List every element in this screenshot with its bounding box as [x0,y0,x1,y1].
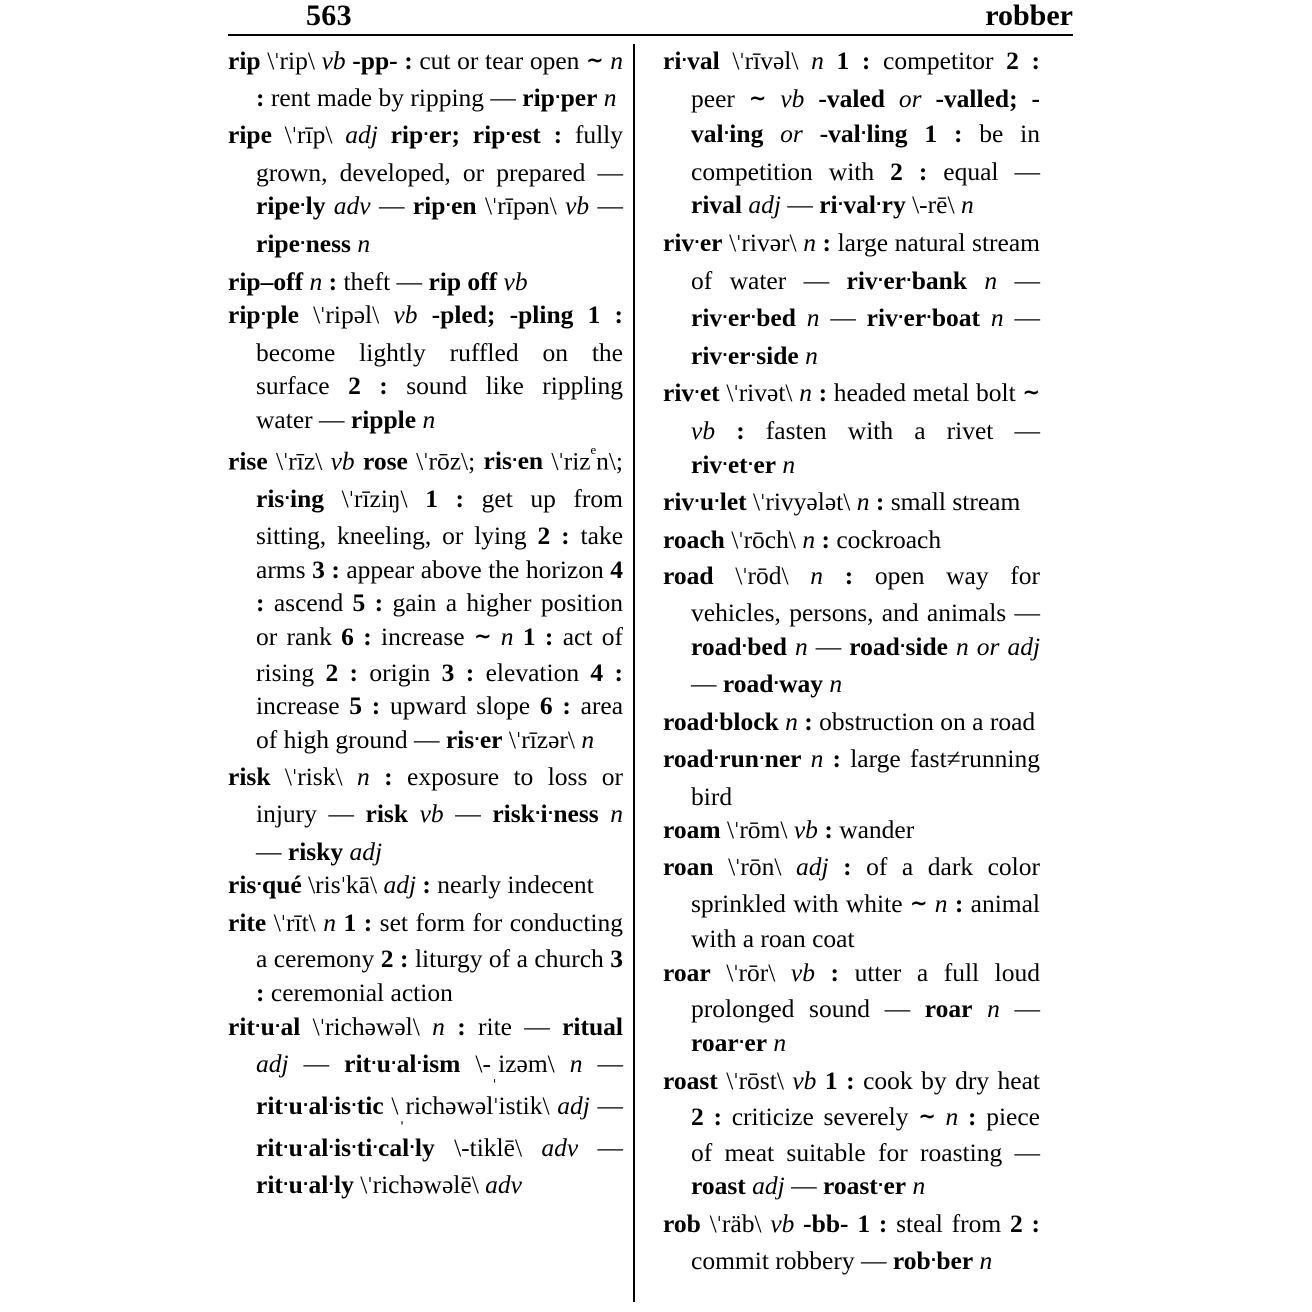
dictionary-entry-rivet: riv·et \ˈrivət\ n : headed metal bolt ∼ vb : fasten with a rivet — riv·et·er n [663,378,1040,479]
dictionary-entry-rite: rite \ˈrīt\ n 1 : set form for conducting a ceremony 2 : liturgy of a church 3 : ceremonial action [228,907,624,1007]
dictionary-entry-rip-off: rip–off n : theft — rip off vb [228,266,528,296]
page-folio: 563 [306,0,352,32]
left-column [228,44,633,1312]
dictionary-entry-ripple: rip·ple \ˈripəl\ vb -pled; -pling 1 : become lightly ruffled on the surface 2 : sound like rippling water — ripple n [228,300,624,434]
dictionary-entry-ritual: rit·u·al \ˈrichəwəl\ n : rite — ritual adj — rit·u·al·ism $\backslash-_ˌizəm\backslash$ n — rit·u·al·is·tic $\backslash_ˌrichəwəlˈistik\backslash$ adj — rit·u·al·is·ti·cal·ly \-tiklē\ adv — rit·u·al·ly \ˈrichəwəlē\ adv [228,1011,624,1200]
dictionary-entry-rival: ri·val \ˈrīvəl\ n 1 : competitor 2 : peer ∼ vb -valed or -valled; -val·ing or -val·ling 1 : be in competition with 2 : equal — rival adj — ri·val·ry \-rē\ n [663,46,1041,220]
dictionary-entry-risque: ris·qué \risˈkā\ adj : nearly indecent [228,870,594,900]
dictionary-entry-road: road \ˈrōd\ n : open way for vehicles, persons, and animals — road·bed n — road·side n or adj — road·way n [663,561,1041,699]
dictionary-entry-roadblock: road·block n : obstruction on a road [663,706,1036,736]
dictionary-entry-rivulet: riv·u·let \ˈrivyələt\ n : small stream [663,487,1021,517]
dictionary-entry-risk: risk \ˈrisk\ n : exposure to loss or injury — risk vb — risk·i·ness n — risky adj [228,762,624,866]
dictionary-entry-roast: roast \ˈrōst\ vb 1 : cook by dry heat 2 : criticize severely ∼ n : piece of meat suitable for roasting — roast adj — roast·er n [663,1065,1040,1201]
dictionary-entry-roan: roan \ˈrōn\ adj : of a dark color sprinkled with white ∼ n : animal with a roan coat [663,852,1041,954]
text-columns [228,44,1073,1312]
dictionary-entry-river: riv·er \ˈrivər\ n : large natural stream of water — riv·er·bank n — riv·er·bed n — riv·er·boat n — riv·er·side n [663,227,1040,370]
dictionary-entry-roadrunner: road·run·ner n : large fast≠running bird [663,744,1040,811]
running-head-word: robber [985,0,1073,32]
running-head [228,0,1073,36]
dictionary-entry-roar: roar \ˈrōr\ vb : utter a full loud prolonged sound — roar n — roar·er n [663,957,1041,1058]
dictionary-entry-roach: roach \ˈrōch\ n : cockroach [663,524,942,554]
dictionary-entry-ripe: ripe \ˈrīp\ adj rip·er; rip·est : fully grown, developed, or prepared — ripe·ly adv — rip·en \ˈrīpən\ vb — ripe·ness n [228,120,624,258]
right-column [635,44,1040,1312]
dictionary-entry-rip: rip \ˈrip\ vb -pp- : cut or tear open ∼ n : rent made by ripping — rip·per n [228,46,623,112]
dictionary-entry-rob: rob \ˈräb\ vb -bb- 1 : steal from 2 : commit robbery — rob·ber n [663,1209,1040,1275]
dictionary-entry-roam: roam \ˈrōm\ vb : wander [663,815,915,845]
dictionary-entry-rise: rise \ˈrīz\ vb rose \ˈrōz\; ris·en \ˈriz$^ᵉ$n\; ris·ing \ˈrīziŋ\ 1 : get up from sitting, kneeling, or lying 2 : take arms 3 : appear above the horizon 4 : ascend 5 : gain a higher position or rank 6 : increase ∼ n 1 : act of rising 2 : origin 3 : elevation 4 : increase 5 : upward slope 6 : area of high ground — ris·er \ˈrīzər\ n [228,440,624,754]
